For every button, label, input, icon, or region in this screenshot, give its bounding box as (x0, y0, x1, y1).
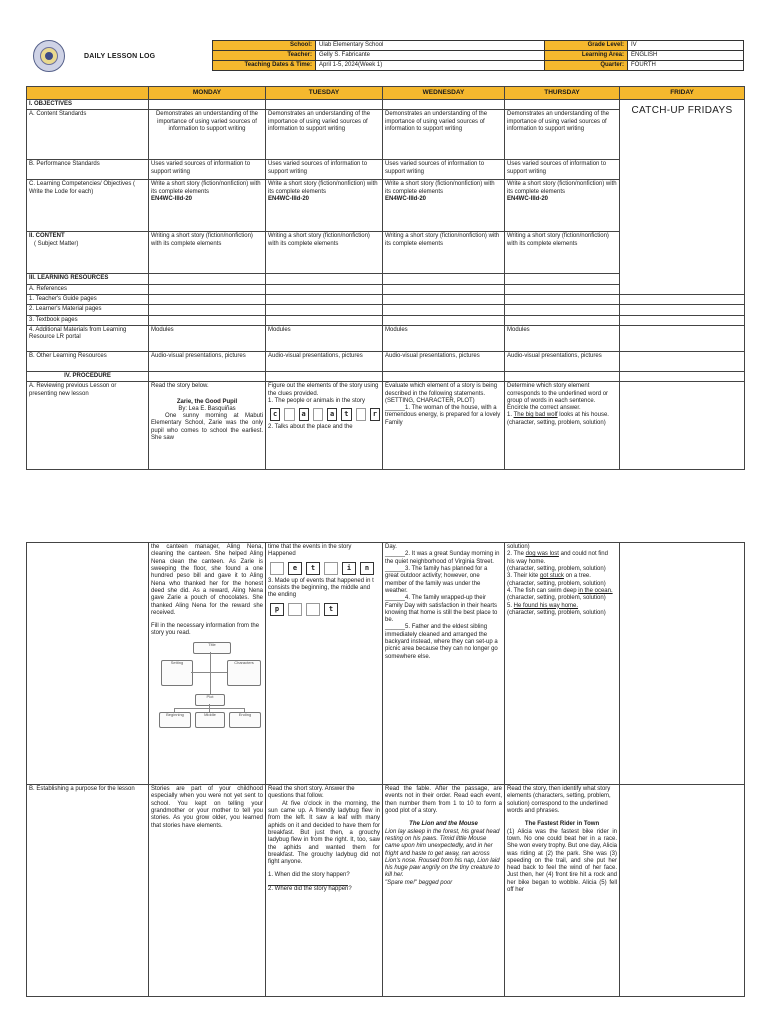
area-value: ENGLISH (628, 51, 744, 61)
teachers-guide-label: 1. Teacher's Guide pages (27, 294, 149, 304)
reviewing-label: A. Reviewing previous Lesson or presenting new lesson (27, 382, 149, 470)
learners-material-label: 2. Learner's Material pages (27, 305, 149, 315)
content-standards-mon: Demonstrates an understanding of the importance of using varied sources of information to support writing (149, 110, 266, 160)
performance-wed: Uses varied sources of information to support writing (383, 160, 505, 180)
info-table (212, 40, 744, 71)
content-mon: Writing a short story (fiction/nonfiction) with its complete elements (149, 232, 266, 274)
grade-label: Grade Level: (545, 41, 628, 51)
competencies-wed: Write a short story (fiction/nonfiction) with its complete elements EN4WC-IIId-20 (383, 180, 505, 232)
reviewing-tue-continued: time that the events in the story Happened e t i n 3. Made up of events that happened in t consists the beginning, the middle and the ending p t (266, 543, 383, 785)
references-label: A. References (27, 284, 149, 294)
competencies-thu: Write a short story (fiction/nonfiction) with its complete elements EN4WC-IIId-20 (505, 180, 620, 232)
reviewing-wed-continued: Day. ______2. It was a great Sunday morning in the quiet neighborhood of Virginia Street. ______3. The family has planned for a great outdoor activity; however, one member of the family was under the weather. ______4. The family wrapped-up their Family Day with satisfaction in their hearts knowing that home is still the best place to be. ______5. Father and the eldest sibling immediately cleaned and arranged the backyard instead, where they can set-up a picnic area because they can no longer go somewhere else. (383, 543, 505, 785)
school-value: Ulab Elementary School (316, 41, 545, 51)
resources-heading: III. LEARNING RESOURCES (27, 274, 149, 284)
performance-tue: Uses varied sources of information to support writing (266, 160, 383, 180)
other-wed: Audio-visual presentations, pictures (383, 351, 505, 371)
textbook-label: 3. Textbook pages (27, 315, 149, 325)
reviewing-tue: Figure out the elements of the story using the clues provided. 1. The people or animals in the story c a a t r 2. Talks about the place and the (266, 382, 383, 470)
additional-mon: Modules (149, 325, 266, 351)
school-label: School: (213, 41, 316, 51)
purpose-tue: Read the short story. Answer the questions that follow. At five o'clock in the morning, the sun came up. A friendly ladybug flew in from the left. It saw a leaf with many aphids on it and decided to have them for breakfast. But just then, a grouchy ladybug flew in from the right. It, too, saw the aphids and wanted them for breakfast. The grouchy ladybug did not fight anyone. 1. When did the story happen? 2. Where did the story happen? (266, 785, 383, 997)
procedure-heading: IV. PROCEDURE (27, 371, 149, 381)
day-monday: MONDAY (149, 87, 266, 100)
day-header-row (27, 87, 745, 100)
story-elements-diagram: Title Setting Characters Plot Beginning Middle Ending (159, 642, 265, 728)
word-boxes-character: c a a t r (270, 408, 380, 421)
content-standards-thu: Demonstrates an understanding of the importance of using varied sources of information to support writing (505, 110, 620, 160)
additional-materials-label: 4. Additional Materials from Learning Resource LR portal (27, 325, 149, 351)
content-wed: Writing a short story (fiction/nonfiction) with its complete elements (383, 232, 505, 274)
word-boxes-setting: e t i n (270, 562, 380, 575)
content-standards-tue: Demonstrates an understanding of the importance of using varied sources of information to support writing (266, 110, 383, 160)
quarter-label: Quarter: (545, 61, 628, 71)
lesson-table-part-2 (26, 542, 744, 997)
deped-seal-icon (33, 40, 65, 72)
reviewing-thu: Determine which story element corresponds to the underlined word or group of words in each sentence. Encircle the correct answer. 1. The big bad wolf looks at his house. (character, setting, problem, solution) (505, 382, 620, 470)
additional-thu: Modules (505, 325, 620, 351)
reviewing-thu-continued: solution) 2. The dog was lost and could not find his way home. (character, setting, problem, solution) 3. Their kite got stuck on a tree. (character, setting, problem, solution) 4. The fish can swim deep in the ocean. (character, setting, problem, solution) 5. He found his way home. (character, setting, problem, solution) (505, 543, 620, 785)
content-thu: Writing a short story (fiction/nonfiction) with its complete elements (505, 232, 620, 274)
dates-value: April 1-5, 2024(Week 1) (316, 61, 545, 71)
document-header (26, 40, 744, 74)
other-mon: Audio-visual presentations, pictures (149, 351, 266, 371)
competencies-tue: Write a short story (fiction/nonfiction) with its complete elements EN4WC-IIId-20 (266, 180, 383, 232)
dates-label: Teaching Dates & Time: (213, 61, 316, 71)
other-thu: Audio-visual presentations, pictures (505, 351, 620, 371)
purpose-wed: Read the fable. After the passage, are events not in their order. Read each event, then number them from 1 to 10 to form a good plot of a story. The Lion and the Mouse Lion lay asleep in the forest, his great head resting on his paws. Timid little Mouse came upon him unexpectedly, and in her fright and haste to get away, ran across Lion's nose. Roused from his nap, Lion laid his huge paw angrily on the tiny creature to kill her. "Spare me!" begged poor (383, 785, 505, 997)
quarter-value: FOURTH (628, 61, 744, 71)
performance-thu: Uses varied sources of information to support writing (505, 160, 620, 180)
word-boxes-plot: p t (270, 603, 380, 616)
teacher-label: Teacher: (213, 51, 316, 61)
content-label: II. CONTENT ( Subject Matter) (27, 232, 149, 274)
grade-value: IV (628, 41, 744, 51)
purpose-thu: Read the story, then identify what story elements (characters, setting, problem, solution) correspond to the underlined words and phrases. The Fastest Rider in Town (1) Alicia was the fastest bike rider in town. No one could beat her in a race. She won every trophy. But one day, Alicia was riding at (2) the park. She was (3) speeding on the trail, and she put her head back to feel the wind of her face. Just then, her (4) front tire hit a rock and her bike began to wobble. Alicia (5) fell off her (505, 785, 620, 997)
other-tue: Audio-visual presentations, pictures (266, 351, 383, 371)
other-resources-label: B. Other Learning Resources (27, 351, 149, 371)
area-label: Learning Area: (545, 51, 628, 61)
performance-mon: Uses varied sources of information to support writing (149, 160, 266, 180)
content-standards-wed: Demonstrates an understanding of the importance of using varied sources of information to support writing (383, 110, 505, 160)
content-standards-label: A. Content Standards (27, 110, 149, 160)
corner-cell (27, 87, 149, 100)
additional-tue: Modules (266, 325, 383, 351)
lesson-table (26, 86, 745, 470)
performance-standards-label: B. Performance Standards (27, 160, 149, 180)
log-title: DAILY LESSON LOG (84, 53, 156, 60)
reviewing-wed: Evaluate which element of a story is being described in the following statements. (SETTING, CHARACTER, PLOT) ______1. The woman of the house, with a tremendous energy, is prepared for a lovely Family (383, 382, 505, 470)
reviewing-mon: Read the story below. Zarie, the Good Pupil By: Lea E. Basquiñas One sunny morning at Mabuti Elementary School, Zarie was the only pupil who comes to school the earliest. She saw (149, 382, 266, 470)
day-thursday: THURSDAY (505, 87, 620, 100)
teacher-value: Gelly S. Fabricante (316, 51, 545, 61)
objectives-heading: I. OBJECTIVES (27, 100, 149, 110)
competencies-label: C. Learning Competencies/ Objectives ( Write the Lode for each) (27, 180, 149, 232)
purpose-label: B. Establishing a purpose for the lesson (27, 785, 149, 997)
day-friday: FRIDAY (620, 87, 745, 100)
reviewing-mon-continued: the canteen manager, Aling Nena, cleaning the canteen. She helped Aling Nena clean the canteen. As Zarie is sweeping the floor, she found a one hundred peso bill and gave it to Aling Nena who thanked her for the honest deed she did. As a reward, Aling Nena gave Zarie a pouch of chocolates. She thanked Aling Nena for the reward she received. Fill in the necessary information from the story you read. Title Setting Characters Plot Beginning Middle Ending (149, 543, 266, 785)
purpose-mon: Stories are part of your childhood especially when you were not yet sent to school. You kept on telling your grandmother or your mother to tell you stories. As you grow older, you learned that stories have elements. (149, 785, 266, 997)
lesson-table-continued (26, 542, 745, 997)
content-tue: Writing a short story (fiction/nonfiction) with its complete elements (266, 232, 383, 274)
day-wednesday: WEDNESDAY (383, 87, 505, 100)
catch-up-fridays: CATCH-UP FRIDAYS (631, 105, 733, 116)
additional-wed: Modules (383, 325, 505, 351)
competencies-mon: Write a short story (fiction/nonfiction) with its complete elements EN4WC-IIId-20 (149, 180, 266, 232)
day-tuesday: TUESDAY (266, 87, 383, 100)
lesson-table-part-1 (26, 86, 744, 470)
